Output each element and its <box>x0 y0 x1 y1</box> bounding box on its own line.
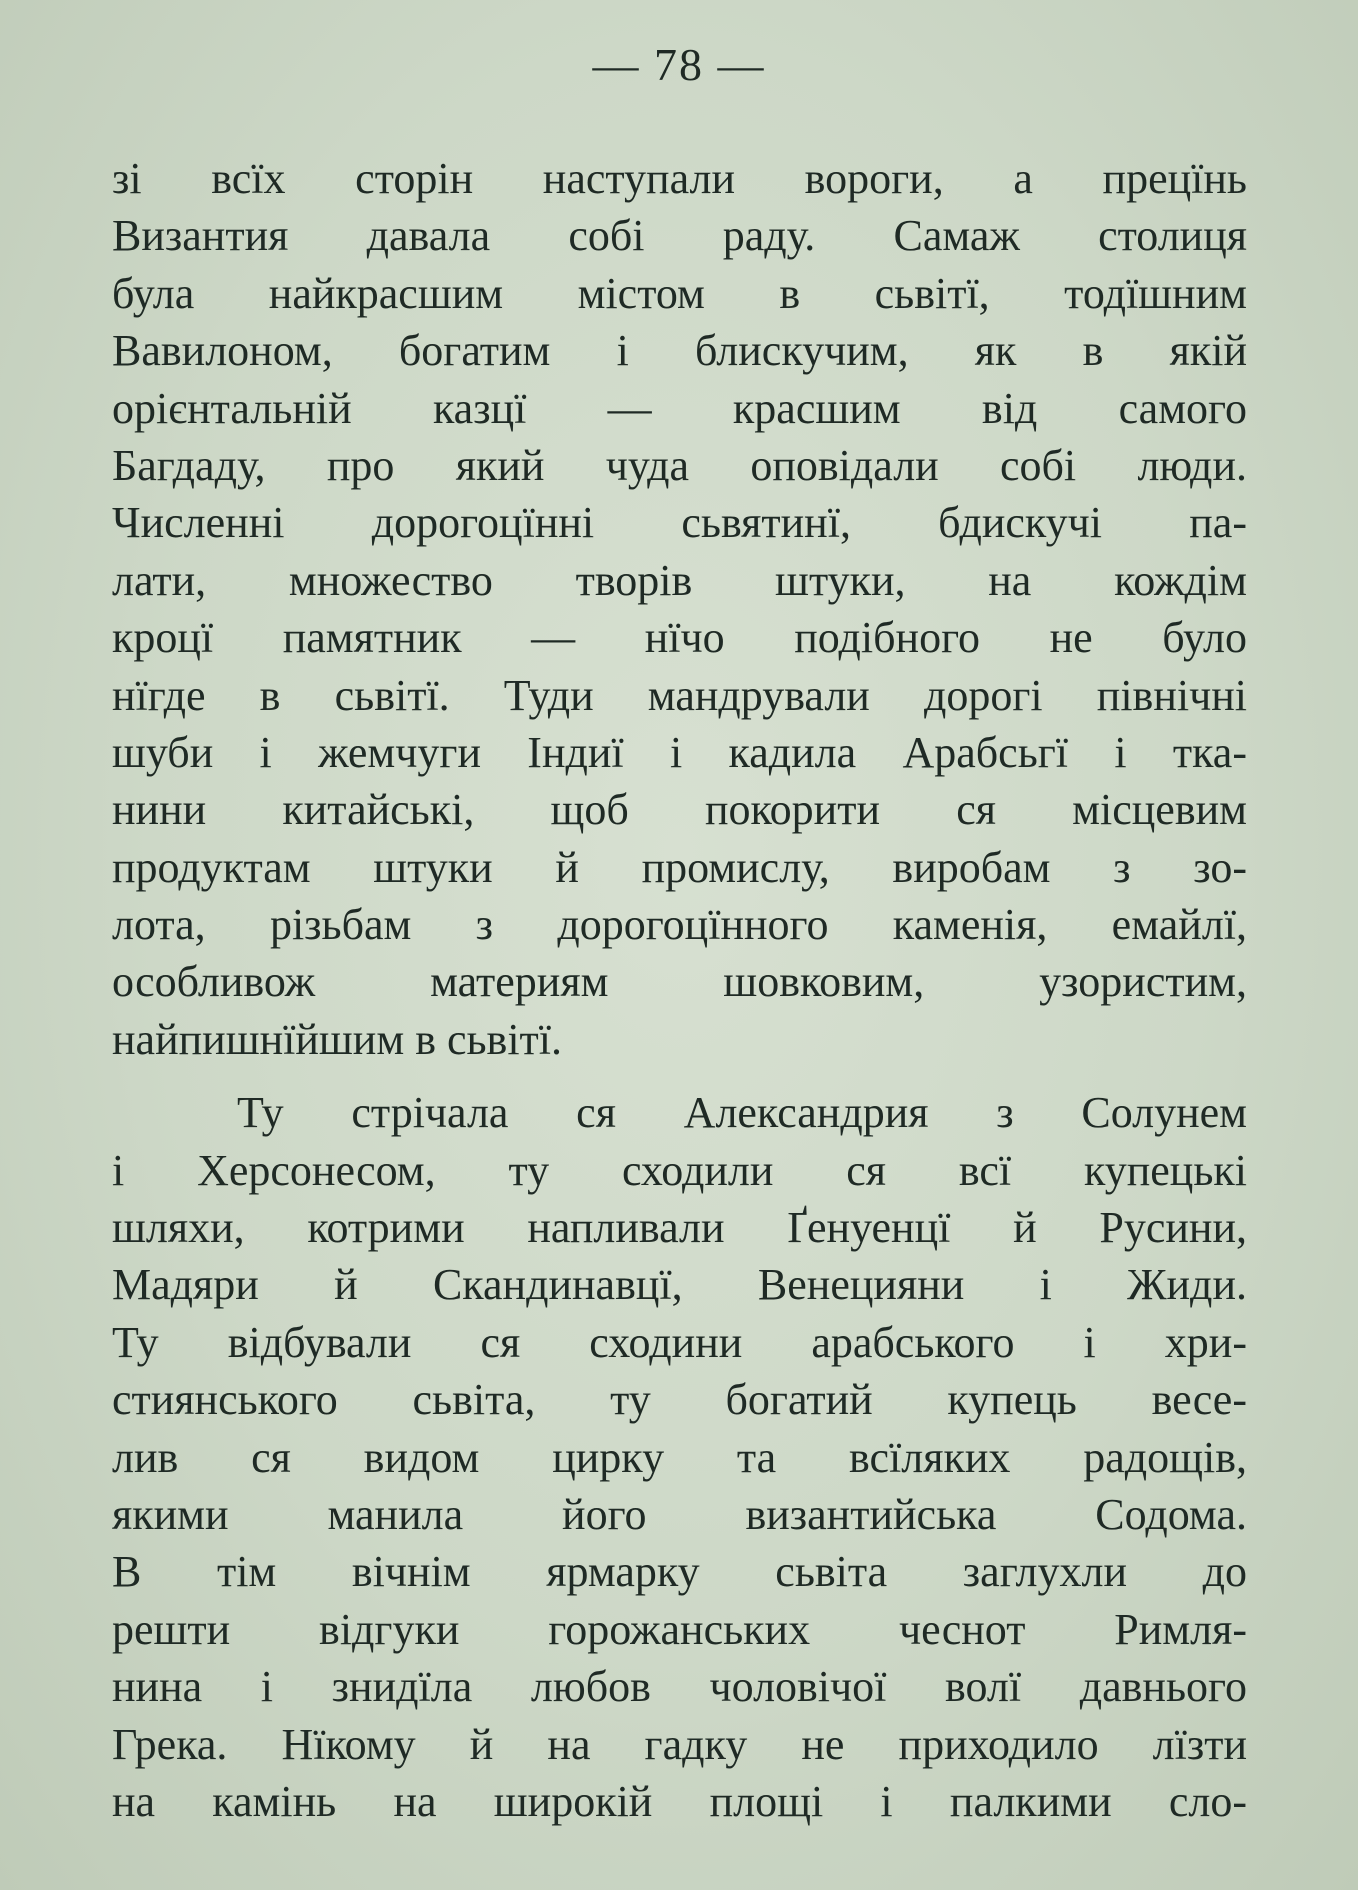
text-line: найпишнїйшим в сьвітї. <box>112 1014 563 1064</box>
paragraph-gap <box>112 1068 1247 1084</box>
text-line: кроцї памятник — нїчо подібного не було <box>112 613 1247 663</box>
text-line: лив ся видом цирку та всїляких радощів, <box>112 1432 1247 1482</box>
text-line: шляхи, котрими напливали Ґенуенцї й Русини, <box>112 1203 1247 1253</box>
text-line: В тім вічнім ярмарку сьвіта заглухли до <box>112 1547 1247 1597</box>
paragraph-2 <box>112 1084 1247 1830</box>
text-line: Численні дорогоцїнні сьвятинї, бдискучі па- <box>112 498 1247 548</box>
text-line: Вавилоном, богатим і блискучим, як в якій <box>112 326 1247 376</box>
text-line: Мадяри й Скандинавцї, Венецияни і Жиди. <box>112 1260 1247 1310</box>
text-line: лота, різьбам з дорогоцїнного каменія, емайлї, <box>112 900 1247 950</box>
text-line: стиянського сьвіта, ту богатий купець весе- <box>112 1375 1247 1425</box>
text-line: орієнтальній казцї — красшим від самого <box>112 383 1247 433</box>
text-line: була найкрасшим містом в сьвітї, тодїшним <box>112 268 1247 318</box>
text-line: лати, множество творів штуки, на кождім <box>112 555 1247 605</box>
text-line: Византия давала собі раду. Самаж столиця <box>112 211 1247 261</box>
text-line: Ту відбували ся сходини арабського і хри- <box>112 1317 1247 1367</box>
text-line: решти відгуки горожанських чеснот Римля- <box>112 1604 1247 1654</box>
text-line: Багдаду, про який чуда оповідали собі люди. <box>112 440 1247 490</box>
text-line: нина і знидїла любов чоловічої волї давнього <box>112 1662 1247 1712</box>
text-line: шуби і жемчуги Індиї і кадила Арабсьгї і тка- <box>112 727 1247 777</box>
text-line: нїгде в сьвітї. Туди мандрували дорогі північні <box>112 670 1247 720</box>
text-line: і Херсонесом, ту сходили ся всї купецькі <box>112 1145 1247 1195</box>
text-line: особливож материям шовковим, узористим, <box>112 957 1247 1007</box>
text-line: зі всїх сторін наступали вороги, а прецїнь <box>112 154 1247 203</box>
text-line: якими манила його византийська Содома. <box>112 1489 1247 1539</box>
page-number: — 78 — <box>592 39 766 90</box>
text-line: продуктам штуки й промислу, виробам з зо- <box>112 842 1247 892</box>
text-line: нини китайські, щоб покорити ся місцевим <box>112 785 1247 835</box>
text-line: на камінь на широкій площі і палкими сло- <box>112 1776 1247 1826</box>
text-line: Ту стрічала ся Александрия з Солунем <box>237 1088 1247 1138</box>
body-text <box>112 150 1247 1830</box>
text-line: Грека. Нїкому й на гадку не приходило лїзти <box>112 1719 1247 1769</box>
paragraph-1 <box>112 150 1247 1068</box>
